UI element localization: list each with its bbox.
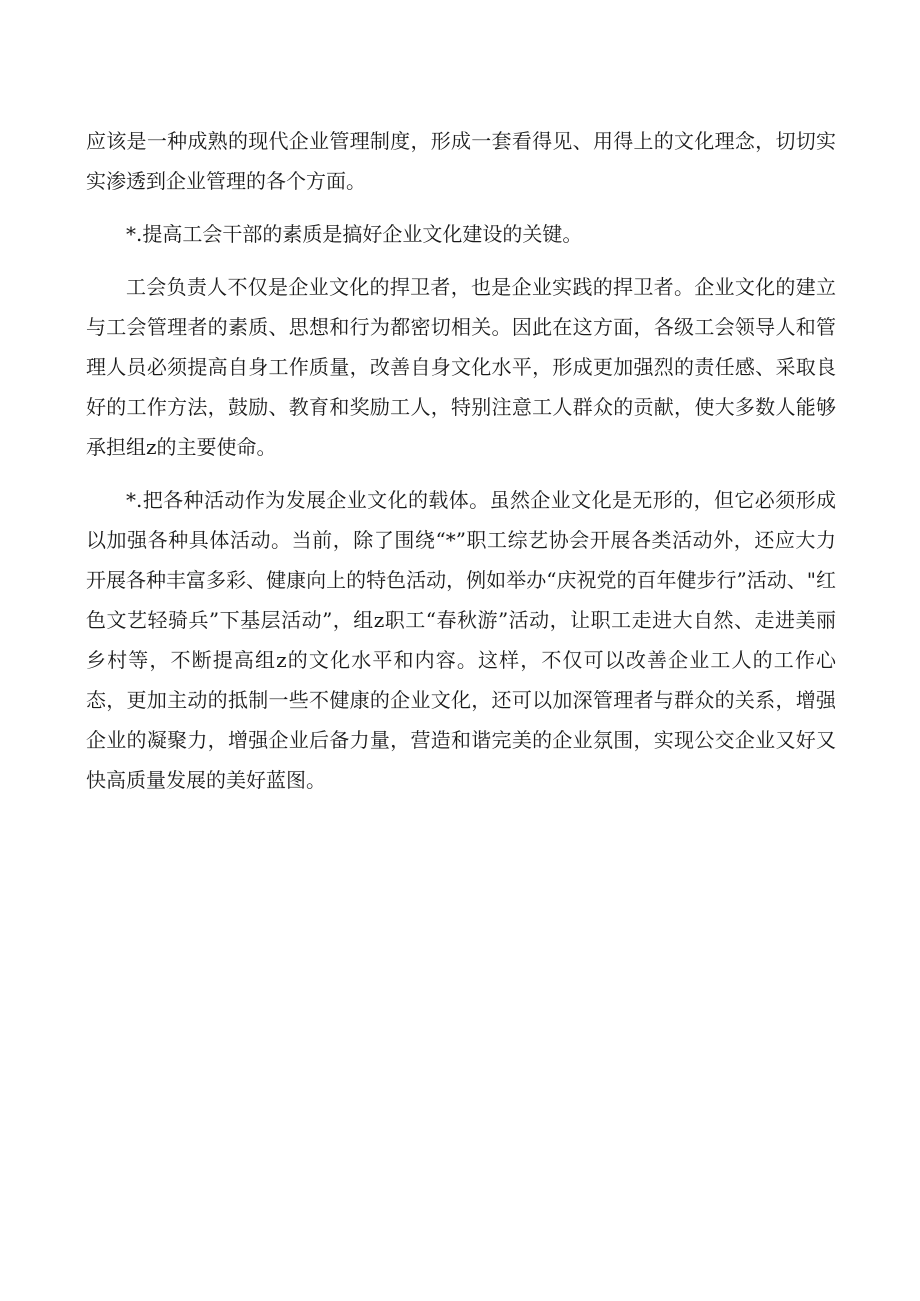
paragraph-heading-cadre-quality: *.提高工会干部的素质是搞好企业文化建设的关键。: [126, 222, 583, 246]
paragraph-activities-carrier: *.把各种活动作为发展企业文化的载体。虽然企业文化是无形的，但它必须形成以加强各种具体活动。当前，除了围绕“*”职工综艺协会开展各类活动外，还应大力开展各种丰富多彩、健康向上的特色活动，例如举办“庆祝党的百年健步行”活动、"红色文艺轻骑兵”下基层活动”，组z职工“春秋游”活动，让职工走进大自然、走进美丽乡村等，不断提高组z的文化水平和内容。这样，不仅可以改善企业工人的工作心态，更加主动的抵制一些不健康的企业文化，还可以加深管理者与群众的关系，增强企业的凝聚力，增强企业后备力量，营造和谐完美的企业氛围，实现公交企业又好又快高质量发展的美好蓝图。: [86, 488, 836, 792]
document-body: [86, 121, 836, 813]
paragraph-union-leaders: 工会负责人不仅是企业文化的捍卫者，也是企业实践的捍卫者。企业文化的建立与工会管理者的素质、思想和行为都密切相关。因此在这方面，各级工会领导人和管理人员必须提高自身工作质量，改善自身文化水平，形成更加强烈的责任感、采取良好的工作方法，鼓励、教育和奖励工人，特别注意工人群众的贡献，使大多数人能够承担组z的主要使命。: [86, 275, 836, 459]
paragraph-continuation: 应该是一种成熟的现代企业管理制度，形成一套看得见、用得上的文化理念，切切实实渗透到企业管理的各个方面。: [86, 129, 836, 193]
